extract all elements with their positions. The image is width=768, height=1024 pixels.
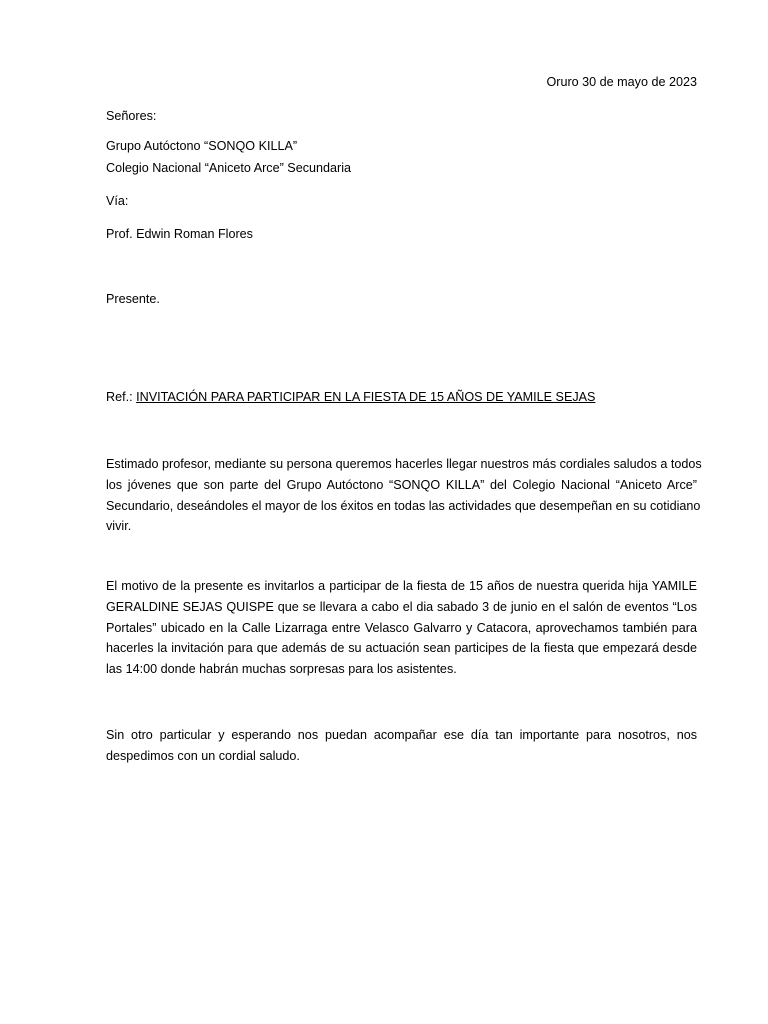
via-label: Vía: xyxy=(106,194,129,208)
reference-subject: INVITACIÓN PARA PARTICIPAR EN LA FIESTA DE 15 AÑOS DE YAMILE SEJAS xyxy=(136,390,596,404)
paragraph-line: Estimado profesor, mediante su persona queremos hacerles llegar nuestros más cordiales saludos a todos xyxy=(106,457,702,471)
paragraph-line: despedimos con un cordial saludo. xyxy=(106,748,300,763)
reference-line xyxy=(106,389,595,405)
reference-label: Ref.: xyxy=(106,390,133,404)
recipient-line-2: Colegio Nacional “Aniceto Arce” Secundaria xyxy=(106,161,352,175)
salutation-to: Señores: xyxy=(106,109,157,123)
paragraph-line: los jóvenes que son parte del Grupo Autóctono “SONQO KILLA” del Colegio Nacional “Aniceto Arce” xyxy=(106,477,697,492)
paragraph-line: Portales” ubicado en la Calle Lizarraga entre Velasco Galvarro y Catacora, aprovechamos también para xyxy=(106,620,697,635)
paragraph-closing xyxy=(106,725,697,767)
paragraph-greeting xyxy=(106,454,702,537)
via-name: Prof. Edwin Roman Flores xyxy=(106,227,253,241)
letter-date: Oruro 30 de mayo de 2023 xyxy=(546,75,697,89)
paragraph-line: las 14:00 donde habrán muchas sorpresas para los asistentes. xyxy=(106,662,457,677)
recipient-line-1: Grupo Autóctono “SONQO KILLA” xyxy=(106,139,298,153)
presente: Presente. xyxy=(106,292,160,306)
paragraph-invitation xyxy=(106,576,697,680)
paragraph-line: Sin otro particular y esperando nos puedan acompañar ese día tan importante para nosotros, nos xyxy=(106,728,697,742)
paragraph-line: Secundario, deseándoles el mayor de los éxitos en todas las actividades que desempeñan en su cotidiano xyxy=(106,498,701,513)
paragraph-line: GERALDINE SEJAS QUISPE que se llevara a cabo el dia sabado 3 de junio en el salón de eventos “Los xyxy=(106,599,697,614)
paragraph-line: hacerles la invitación para que además de su actuación sean participes de la fiesta que empezará desde xyxy=(106,641,697,656)
paragraph-line: El motivo de la presente es invitarlos a participar de la fiesta de 15 años de nuestra querida hija YAMILE xyxy=(106,579,697,593)
paragraph-line: vivir. xyxy=(106,519,132,534)
